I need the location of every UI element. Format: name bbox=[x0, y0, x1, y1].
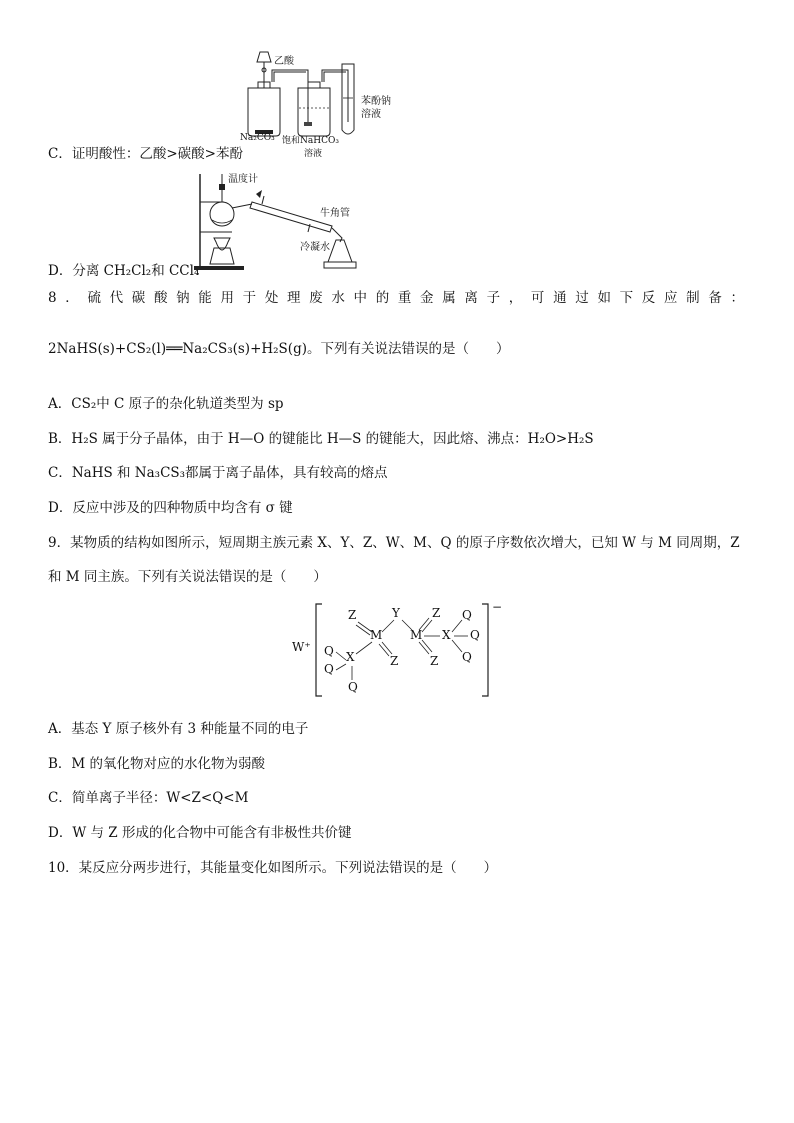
struct-q-4: Q bbox=[462, 608, 472, 622]
q9-option-d: D．W 与 Z 形成的化合物中可能含有非极性共价键 bbox=[48, 825, 352, 841]
struct-m-2: M bbox=[410, 628, 423, 642]
apparatus-figure-d bbox=[192, 168, 372, 272]
struct-x-2: X bbox=[442, 628, 451, 642]
apparatus-d-drawing bbox=[192, 168, 372, 272]
label-thermometer: 温度计 bbox=[228, 174, 258, 185]
q8-stem-tail: 。下列有关说法错误的是（ ） bbox=[307, 341, 510, 357]
struct-q-3: Q bbox=[348, 680, 358, 694]
q9-option-a: A．基态 Y 原子核外有 3 种能量不同的电子 bbox=[48, 721, 309, 737]
q8-equation-line bbox=[48, 340, 510, 358]
struct-q-6: Q bbox=[462, 650, 472, 664]
q8-option-a: A．CS₂中 C 原子的杂化轨道类型为 sp bbox=[48, 396, 284, 412]
label-phenolate-solution: 溶液 bbox=[361, 109, 381, 120]
option-c-acidity: C．证明酸性：乙酸>碳酸>苯酚 bbox=[48, 146, 243, 162]
q8-option-d: D．反应中涉及的四种物质中均含有 σ 键 bbox=[48, 500, 293, 516]
struct-z-4: Z bbox=[430, 654, 439, 668]
q8-stem: 8．硫代碳酸钠能用于处理废水中的重金属离子，可通过如下反应制备： bbox=[48, 290, 746, 306]
option-d-separation: D．分离 CH₂Cl₂和 CCl₄ bbox=[48, 263, 200, 279]
q9-option-b: B．M 的氧化物对应的水化物为弱酸 bbox=[48, 756, 266, 772]
q10-stem: 10．某反应分两步进行，其能量变化如图所示。下列说法错误的是（ ） bbox=[48, 860, 498, 876]
struct-x-1: X bbox=[346, 650, 355, 664]
q9-stem-line-2: 和 M 同主族。下列有关说法错误的是（ ） bbox=[48, 569, 327, 585]
q9-stem-line-1: 9．某物质的结构如图所示，短周期主族元素 X、Y、Z、W、M、Q 的原子序数依次增大，已知 W 与 M 同周期，Z bbox=[48, 535, 740, 551]
label-phenolate: 苯酚钠 bbox=[361, 96, 391, 107]
apparatus-figure-c bbox=[238, 48, 408, 160]
struct-z-3: Z bbox=[432, 606, 441, 620]
label-acetic-acid: 乙酸 bbox=[274, 56, 294, 67]
struct-z-2: Z bbox=[390, 654, 399, 668]
label-nahco3-solution: 溶液 bbox=[304, 149, 323, 159]
structure-diagram bbox=[290, 600, 510, 700]
struct-m-1: M bbox=[370, 628, 383, 642]
structure-drawing bbox=[290, 600, 510, 700]
struct-cation: W⁺ bbox=[292, 640, 311, 654]
struct-charge: − bbox=[492, 600, 503, 614]
q8-option-b: B．H₂S 属于分子晶体，由于 H—O 的键能比 H—S 的键能大，因此熔、沸点：H₂O>H₂S bbox=[48, 431, 594, 447]
struct-q-1: Q bbox=[324, 644, 334, 658]
struct-y: Y bbox=[392, 606, 400, 620]
label-cooling-water: 冷凝水 bbox=[300, 242, 330, 253]
struct-q-2: Q bbox=[324, 662, 334, 676]
label-nahco3: 饱和NaHCO₃ bbox=[282, 136, 339, 146]
q8-option-c: C．NaHS 和 Na₃CS₃都属于离子晶体，具有较高的熔点 bbox=[48, 465, 388, 481]
label-adapter: 牛角管 bbox=[320, 208, 350, 219]
q9-option-c: C．简单离子半径：W<Z<Q<M bbox=[48, 790, 249, 806]
struct-q-5: Q bbox=[470, 628, 480, 642]
struct-z-1: Z bbox=[348, 608, 357, 622]
label-na2co3: Na₂CO₃ bbox=[240, 133, 275, 143]
q8-equation: 2NaHS(s)+CS₂(l)══Na₂CS₃(s)+H₂S(g) bbox=[48, 341, 307, 357]
